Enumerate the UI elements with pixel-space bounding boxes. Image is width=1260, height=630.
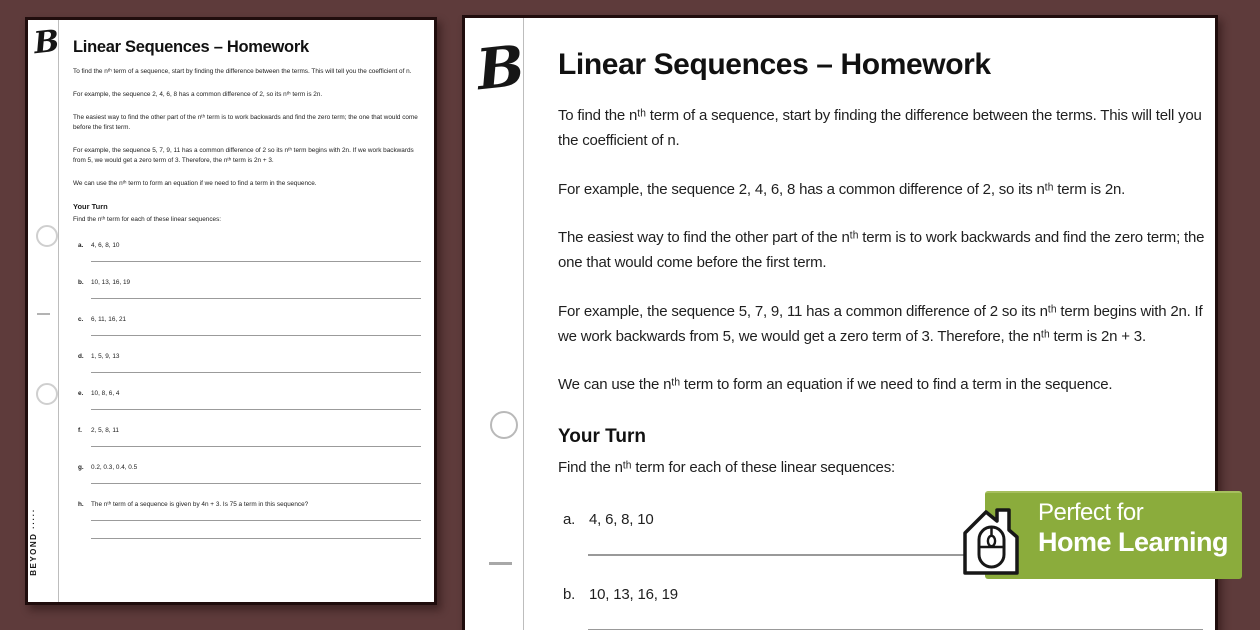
answer-line: [91, 261, 421, 262]
answer-line: [91, 335, 421, 336]
margin-rule: [523, 18, 524, 630]
item-value: 10, 13, 16, 19: [91, 279, 131, 287]
answer-line: [91, 446, 421, 447]
item-letter: h.: [78, 501, 84, 509]
sequence-item: [78, 353, 425, 360]
badge-line2: Home Learning: [1038, 526, 1229, 557]
worksheet-thumbnail-page: [25, 17, 437, 605]
paragraph: To find the nᵗʰ term of a sequence, start by finding the difference between the terms. This will tell you the coefficient of n.: [558, 107, 1202, 149]
find-prompt: Find the nᵗʰ term for each of these linear sequences:: [73, 216, 222, 224]
answer-line: [91, 520, 421, 521]
worksheet-title: Linear Sequences – Homework: [558, 48, 991, 81]
paragraph: The easiest way to find the other part of the nᵗʰ term is to work backwards and find the zero term; the one that would come before the first term.: [73, 113, 418, 131]
paragraph: For example, the sequence 5, 7, 9, 11 has a common difference of 2 so its nᵗʰ term begins with 2n. If we work backwards from 5, we would get a zero term of 3. Therefore, the nᵗʰ term is 2n + 3.: [558, 302, 1203, 345]
worksheet-title: Linear Sequences – Homework: [73, 38, 309, 56]
item-letter: d.: [78, 353, 84, 361]
sequence-item: [78, 279, 425, 286]
beyond-logo: B: [473, 32, 528, 104]
badge-text: [1038, 499, 1228, 558]
item-letter: c.: [78, 316, 84, 324]
paragraph: For example, the sequence 5, 7, 9, 11 has a common difference of 2 so its nᵗʰ term begins with 2n. If we work backwards from 5, we would get a zero term of 3. Therefore, the nᵗʰ term is 2n + 3.: [73, 146, 414, 164]
hole-punch-icon: [36, 225, 58, 247]
item-value: 10, 13, 16, 19: [589, 585, 678, 603]
item-value: 6, 11, 16, 21: [91, 316, 127, 324]
answer-line: [91, 372, 421, 373]
sequence-item: [78, 427, 425, 434]
sequence-item: [78, 390, 425, 397]
item-value: 10, 8, 6, 4: [91, 390, 120, 398]
margin-rule: [58, 20, 59, 602]
paragraph: The easiest way to find the other part of the nᵗʰ term is to work backwards and find the zero term; the one that would come before the first term.: [558, 229, 1205, 271]
item-value: 4, 6, 8, 10: [589, 510, 654, 528]
punch-guide-dash: [489, 562, 512, 565]
paragraph: To find the nᵗʰ term of a sequence, start by finding the difference between the terms. This will tell you the coefficient of n.: [73, 68, 412, 75]
beyond-wordmark: BEYOND ·····: [29, 508, 38, 576]
beyond-logo: B: [32, 23, 62, 62]
item-letter: a.: [563, 510, 576, 528]
answer-line: [91, 483, 421, 484]
badge-line1: Perfect for: [1038, 499, 1144, 526]
your-turn-heading: Your Turn: [73, 202, 108, 212]
item-value: 1, 5, 9, 13: [91, 353, 120, 361]
paragraph: We can use the nᵗʰ term to form an equation if we need to find a term in the sequence.: [73, 179, 317, 187]
thumbnail-content: [73, 38, 425, 539]
punch-guide-dash: [37, 313, 50, 315]
hole-punch-icon: [36, 383, 58, 405]
item-value: 2, 5, 8, 11: [91, 427, 119, 435]
answer-line: [91, 298, 421, 299]
item-value: 4, 6, 8, 10: [91, 242, 120, 250]
sequence-item: [78, 242, 425, 249]
answer-line: [91, 538, 421, 539]
sequence-item: [78, 316, 425, 323]
paragraph: We can use the nᵗʰ term to form an equation if we need to find a term in the sequence.: [558, 376, 1113, 394]
sequence-item: [78, 464, 425, 471]
item-value: 0.2, 0.3, 0.4, 0.5: [91, 464, 138, 472]
your-turn-heading: Your Turn: [558, 426, 646, 447]
sequence-item: [78, 501, 425, 508]
item-letter: f.: [78, 427, 82, 435]
house-mouse-icon: [960, 502, 1024, 578]
paragraph: For example, the sequence 2, 4, 6, 8 has a common difference of 2, so its nᵗʰ term is 2n.: [73, 90, 323, 98]
answer-line: [91, 409, 421, 410]
item-value: The nᵗʰ term of a sequence is given by 4n + 3. Is 75 a term in this sequence?: [91, 501, 309, 509]
item-letter: b.: [563, 585, 576, 603]
paragraph: For example, the sequence 2, 4, 6, 8 has a common difference of 2, so its nᵗʰ term is 2n.: [558, 180, 1126, 198]
find-prompt: Find the nᵗʰ term for each of these linear sequences:: [558, 459, 895, 476]
item-letter: g.: [78, 464, 84, 472]
item-letter: a.: [78, 242, 84, 250]
item-letter: b.: [78, 279, 84, 287]
item-letter: e.: [78, 390, 84, 398]
hole-punch-icon: [490, 411, 518, 439]
sequence-item: [563, 586, 1206, 603]
